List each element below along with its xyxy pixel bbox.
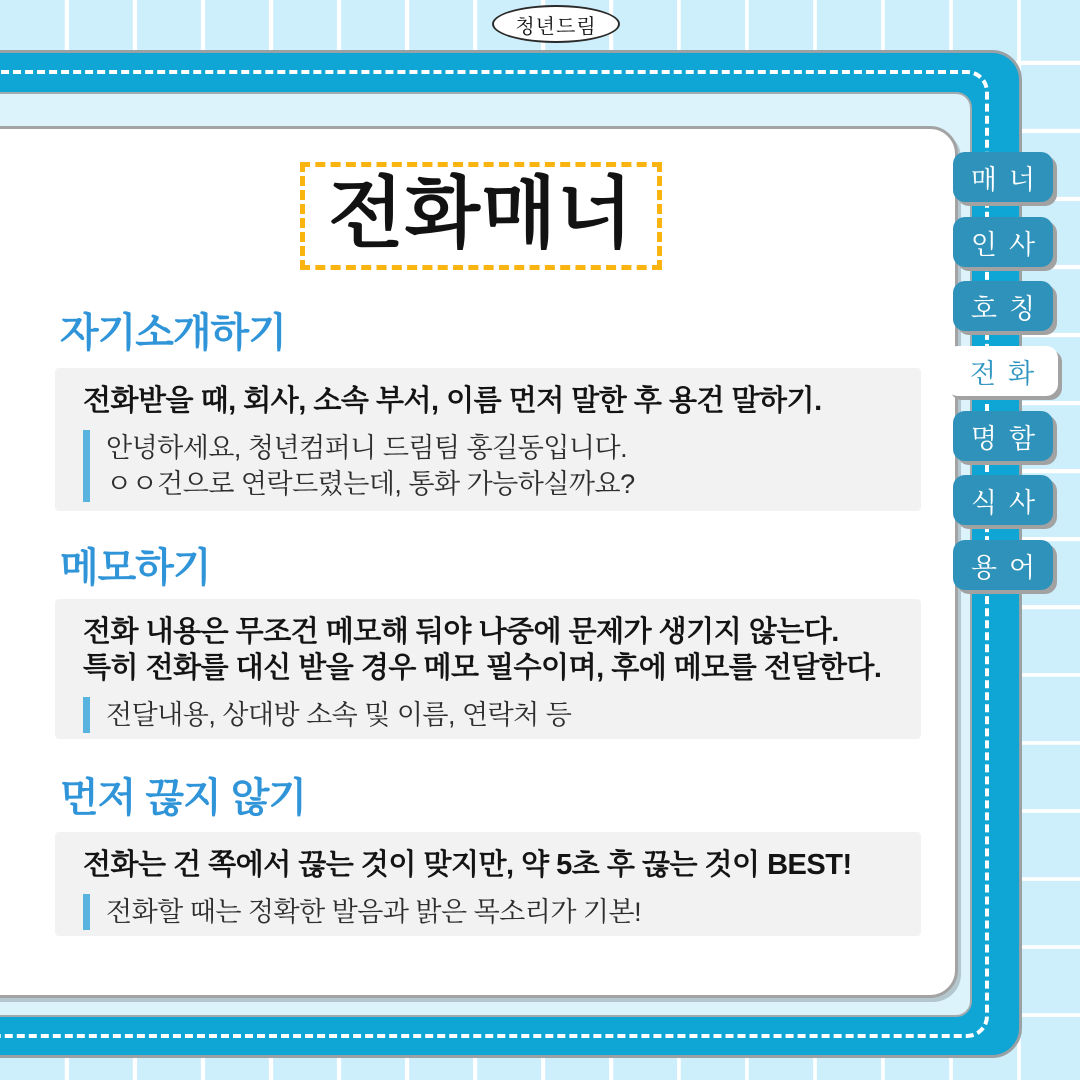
- quote-block: [83, 697, 895, 733]
- section-heading-self-introduction: 자기소개하기: [60, 311, 286, 355]
- section-box-self-introduction: [55, 368, 921, 511]
- section-heading-dont-hang-up-first: 먼저 끊지 않기: [60, 776, 307, 820]
- tab-terms[interactable]: 용어: [953, 540, 1053, 590]
- quote-line: 전화할 때는 정확한 발음과 밝은 목소리가 기본!: [106, 897, 642, 927]
- quote-line: 전달내용, 상대방 소속 및 이름, 연락처 등: [106, 700, 572, 730]
- tab-manner[interactable]: 매너: [953, 152, 1053, 202]
- section-bold-line: 전화받을 때, 회사, 소속 부서, 이름 먼저 말한 후 용건 말하기.: [83, 385, 822, 417]
- brand-badge-label: 청년드림: [515, 15, 597, 38]
- tab-business-card[interactable]: 명함: [953, 411, 1053, 461]
- quote-line: 안녕하세요, 청년컴퍼니 드림팀 홍길동입니다.: [106, 433, 628, 463]
- section-box-memo: [55, 599, 921, 739]
- quote-line: ㅇㅇ건으로 연락드렸는데, 통화 가능하실까요?: [106, 469, 635, 499]
- section-heading-memo: 메모하기: [60, 546, 211, 590]
- tab-greeting[interactable]: 인사: [953, 217, 1053, 267]
- title-box: [300, 162, 662, 270]
- quote-block: [83, 430, 895, 502]
- brand-badge: [492, 5, 620, 43]
- section-bold-line: 특히 전화를 대신 받을 경우 메모 필수이며, 후에 메모를 전달한다.: [83, 652, 882, 684]
- tab-titles[interactable]: 호칭: [953, 281, 1053, 331]
- section-box-dont-hang-up-first: [55, 832, 921, 936]
- tab-meal[interactable]: 식사: [953, 475, 1053, 525]
- tab-phone[interactable]: 전화: [946, 346, 1058, 396]
- section-bold-line: 전화 내용은 무조건 메모해 둬야 나중에 문제가 생기지 않는다.: [83, 616, 839, 648]
- page-title: 전화매너: [328, 169, 634, 257]
- section-bold-line: 전화는 건 쪽에서 끊는 것이 맞지만, 약 5초 후 끊는 것이 BEST!: [83, 849, 852, 881]
- quote-block: [83, 894, 895, 930]
- content-card: [0, 126, 958, 998]
